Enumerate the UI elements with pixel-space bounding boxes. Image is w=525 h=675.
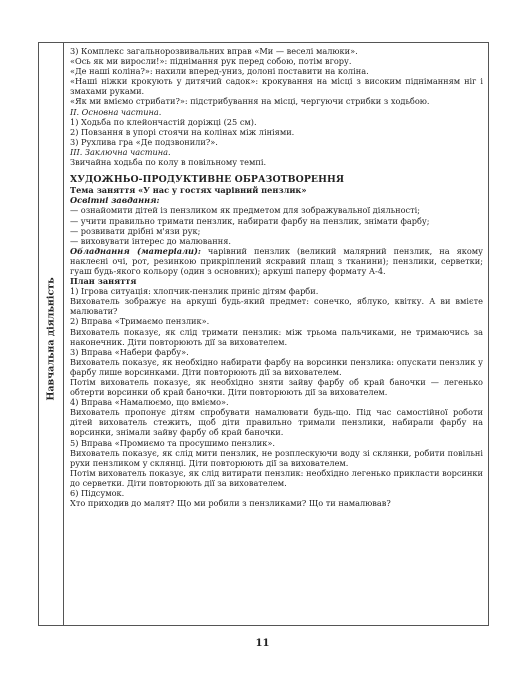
section-heading: ХУДОЖНЬО-ПРОДУКТИВНЕ ОБРАЗОТВОРЕННЯ	[70, 174, 345, 186]
equipment-text: чарівний пензлик (великий малярний пензлик, на якому наклеєні очі, рот, резинкою прикріплений яскравий плащ з тканини); пензлики, серветки; гуаш будь-якого кольору (один з основних); аркуші паперу формату А-4.	[70, 245, 483, 276]
text-line: 3) Вправа «Набери фарбу».	[70, 346, 189, 357]
text-line: Потім вихователь показує, як слід витирати пензлик: необхідно легенько прикласти ворсинки до серветки. Діти повторюють дії за вихователем.	[70, 467, 483, 488]
text-line: Звичайна ходьба по колу в повільному темпі.	[70, 157, 267, 168]
text-line: 5) Вправа «Промиємо та просушимо пензлик».	[70, 437, 275, 448]
text-line: 3) Рухлива гра «Де подзвонили?».	[70, 136, 218, 147]
text-line: 4) Вправа «Намалюємо, що вміємо».	[70, 397, 229, 408]
content-column	[70, 46, 483, 508]
text-line: «Як ми вміємо стрибати?»: підстрибування на місці, чергуючи стрибки з ходьбою.	[70, 96, 430, 107]
text-line: — виховувати інтерес до малювання.	[70, 235, 231, 246]
text-line: Вихователь показує, як необхідно набирати фарбу на ворсинки пензлика: опускати пензлик у фарбу лише ворсинками. Діти повторюють дії за вихователем.	[70, 356, 483, 377]
text-line: «Наші ніжки крокують у дитячий садок»: крокування на місці з високим підніманням ніг і змахами руками.	[70, 76, 483, 97]
side-column	[39, 43, 64, 625]
text-line: 2) Повзання в упорі стоячи на колінах між лініями.	[70, 126, 295, 137]
text-line: 3) Комплекс загальнорозвивальних вправ «Ми — веселі малюки».	[70, 46, 358, 56]
side-label: Навчальна діяльність	[45, 277, 57, 401]
table-frame	[38, 42, 489, 626]
text-line: «Де наші коліна?»: нахили вперед-униз, долоні поставити на коліна.	[70, 66, 369, 77]
part-heading: ІІ. Основна частина.	[70, 106, 162, 117]
text-line: — ознайомити дітей із пензликом як предметом для зображувальної діяльності;	[70, 205, 421, 216]
text-line: «Ось як ми виросли!»: піднімання рук перед собою, потім вгору.	[70, 56, 352, 67]
bold-heading: План заняття	[70, 276, 137, 287]
text-line: Хто приходив до малят? Що ми робили з пензликами? Що ти намалював?	[70, 498, 391, 509]
text-line: Вихователь зображує на аркуші будь-який предмет: сонечко, яблуко, квітку. А ви вмієте малювати?	[70, 296, 483, 317]
text-line: 6) Підсумок.	[70, 488, 125, 499]
part-heading: ІІІ. Заключна частина.	[70, 146, 171, 157]
text-line: Потім вихователь показує, як необхідно зняти зайву фарбу об край баночки — легенько обтерти ворсинки об край баночки. Діти повторюють дії за вихователем.	[70, 377, 483, 398]
page-number: 11	[255, 638, 270, 649]
subheading: Освітні завдання:	[70, 195, 160, 206]
text-line: Вихователь показує, як слід мити пензлик, не розплескуючи воду зі склянки, робити повільні рухи пензликом у склянці. Діти повторюють дії за вихователем.	[70, 447, 483, 468]
text-line: Вихователь показує, як слід тримати пензлик: між трьома пальчиками, не тримаючись за наконечник. Діти повторюють дії за вихователем.	[70, 326, 483, 347]
text-line: 1) Ігрова ситуація: хлопчик-пензлик приніс дітям фарби.	[70, 286, 319, 297]
text-line: — розвивати дрібні м'язи рук;	[70, 225, 201, 236]
equipment-paragraph	[70, 246, 483, 276]
text-line: — учити правильно тримати пензлик, набирати фарбу на пензлик, знімати фарбу;	[70, 215, 430, 226]
equipment-lead: Обладнання (матеріали):	[70, 245, 201, 256]
text-line: 1) Ходьба по клейончастій доріжці (25 см).	[70, 116, 257, 127]
text-line: 2) Вправа «Тримаємо пензлик».	[70, 316, 210, 327]
text-line: Вихователь пропонує дітям спробувати намалювати будь-що. Під час самостійної роботи дітей вихователь стежить, щоб діти правильно тримали пензлики, набирали фарбу на ворсинки, знімали зайву фарбу об край баночки.	[70, 407, 483, 438]
bold-heading: Тема заняття «У нас у гостях чарівний пензлик»	[70, 185, 307, 196]
